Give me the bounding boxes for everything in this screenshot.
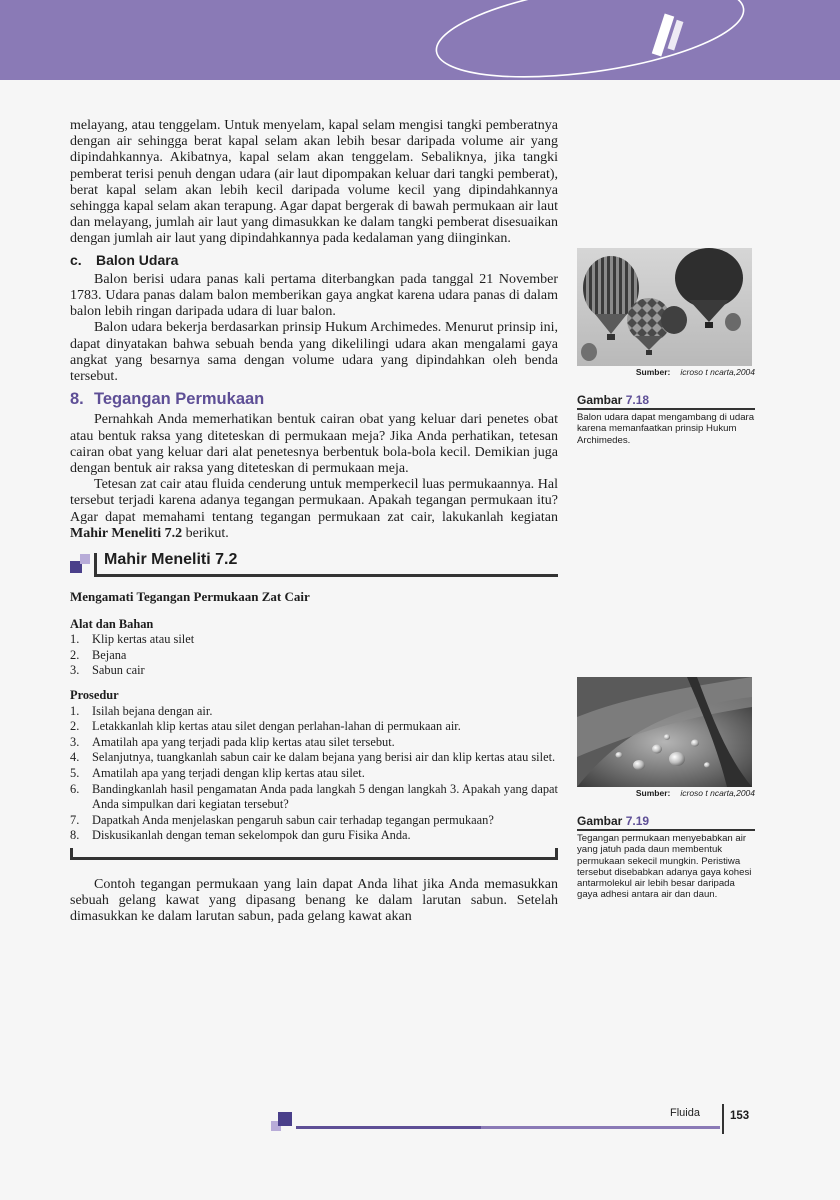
list-text: Diskusikanlah dengan teman sekelompok dan guru Fisika Anda. [92,828,411,843]
materials-label: Alat dan Bahan [70,616,154,631]
list-number: 1. [70,703,80,718]
box-bottom-line [70,857,558,860]
list-number: 7. [70,812,80,827]
list-item [70,719,558,735]
source-value: icroso t ncarta,2004 [680,367,755,377]
list-number: 2. [70,719,80,734]
source-label: Sumber: [635,367,671,377]
activity-reference: Mahir Meneliti 7.2 [70,525,183,541]
caption-number: 7.19 [625,814,650,828]
list-text: Dapatkah Anda menjelaskan pengaruh sabun cair terhadap tegangan permukaan? [92,812,494,827]
caption-heading [577,814,755,831]
box-corner-right [555,848,558,860]
surface-tension-paragraph-2 [70,477,558,542]
activity-box [70,589,558,860]
list-number: 8. [70,828,80,843]
caption-word: Gambar [577,393,623,407]
top-banner [0,0,840,80]
water-drops-on-leaf-image [577,677,752,787]
main-text-column [70,118,558,926]
materials-list [70,632,558,679]
hot-air-balloons-image [577,248,752,366]
activity-square-light-icon [80,554,90,564]
list-number: 4. [70,750,80,765]
list-text: Klip kertas atau silet [92,632,195,647]
list-text: Selanjutnya, tuangkanlah sabun cair ke dalam bejana yang berisi air dan klip kertas atau silet. [92,750,556,765]
subsection-letter: c. [70,251,82,268]
list-item [70,735,558,751]
list-item [70,663,558,679]
closing-paragraph: Contoh tegangan permukaan yang lain dapat Anda lihat jika Anda memasukkan sebuah gelang kawat yang dipasang benang ke dalam larutan sabun. Setelah dimasukkan ke dalam larutan sabun, pada gelang kawat akan [70,876,558,925]
list-number: 6. [70,781,80,796]
figure-source [636,367,755,377]
footer-square-icon [278,1112,292,1126]
section-number: 8. [70,390,84,409]
activity-title: Mengamati Tegangan Permukaan Zat Cair [70,589,310,605]
list-number: 3. [70,734,80,749]
chapter-name: Fluida [670,1107,700,1119]
activity-header [70,551,558,577]
caption-text: Balon udara dapat mengambang di udara karena memanfaatkan prinsip Hukum Archimedes. [577,412,755,446]
intro-paragraph: melayang, atau tenggelam. Untuk menyelam, kapal selam mengisi tangki pemberatnya dengan air sehingga berat kapal selam akan lebih besar daripada volume air yang dipindahkannya. Akibatnya, kapal selam akan tenggelam. Sebaliknya, jika tangki pemberat terisi penuh dengan udara (air laut dipompakan keluar dari tangki pemberat), berat kapal selam akan lebih kecil daripada volume kecil yang dipindahkannya sehingga kapal selam akan terapung. Agar dapat bergerak di bawah permukaan air laut dan melayang, jumlah air laut yang dimasukkan ke dalam tangki pemberat disesuaikan dengan jumlah air laut yang dipindahkannya pada kedalaman yang diinginkan. [70,118,558,247]
list-text: Letakkanlah klip kertas atau silet dengan perlahan-lahan di permukaan air. [92,719,461,734]
caption-number: 7.18 [625,393,650,407]
list-item [70,704,558,720]
list-text: Sabun cair [92,663,145,678]
page-number: 153 [730,1110,750,1122]
balloon-paragraph-1: Balon berisi udara panas kali pertama diterbangkan pada tanggal 21 November 1783. Udara panas dalam balon memberikan gaya angkat karena udara panas di dalam balon lebih ringan daripada udara di luar balon. [70,271,558,320]
leaf-photo [577,677,752,787]
balloon-photo [577,248,752,366]
list-item [70,632,558,648]
list-item [70,828,558,844]
list-text: Isilah bejana dengan air. [92,703,213,718]
list-text: Amatilah apa yang terjadi dengan klip kertas atau silet. [92,766,365,781]
list-number: 5. [70,766,80,781]
figure-caption [577,814,755,901]
subsection-heading [70,252,558,268]
source-label: Sumber: [635,788,671,798]
figure-source [636,788,755,798]
footer-separator [722,1104,724,1134]
caption-text: Tegangan permukaan menyebabkan air yang jatuh pada daun membentuk permukaan sekecil mungkin. Peristiwa tersebut disebabkan adanya gaya kohesi antarmolekul air lebih besar daripada gaya adhesi antara air dan daun. [577,833,752,901]
list-item [70,813,558,829]
list-number: 2. [70,647,80,662]
activity-box-bottom-rule [70,848,558,860]
procedure-label: Prosedur [70,688,119,703]
section-title: Tegangan Permukaan [94,390,265,409]
activity-header-bar [94,553,97,575]
figure-7-19 [577,677,755,942]
list-number: 1. [70,632,80,647]
list-text: Amatilah apa yang terjadi pada klip kertas atau silet tersebut. [92,734,395,749]
activity-header-title: Mahir Meneliti 7.2 [104,551,238,569]
caption-heading [577,393,755,410]
list-item [70,782,558,813]
list-text: Bejana [92,647,127,662]
list-item [70,766,558,782]
list-item [70,648,558,664]
list-text: Bandingkanlah hasil pengamatan Anda pada langkah 5 dengan langkah 3. Apakah yang dapat Anda simpulkan dari kegiatan tersebut? [92,781,558,812]
list-item [70,750,558,766]
procedure-list [70,704,558,844]
paragraph-text-end: berikut. [182,525,229,541]
surface-tension-paragraph-1: Pernahkah Anda memerhatikan bentuk cairan obat yang keluar dari penetes obat atau bentuk raksa yang diteteskan di permukaan meja? Jika Anda perhatikan, tetesan cairan obat yang keluar dari alat penetesnya berbentuk bola-bola kecil. Demikian juga dengan bentuk air raksa yang diteteskan di permukaan meja. [70,412,558,477]
figure-7-18 [577,248,755,458]
page-footer [0,1106,840,1146]
balloon-paragraph-2: Balon udara bekerja berdasarkan prinsip Hukum Archimedes. Menurut prinsip ini, dapat dinyatakan bahwa sebuah benda yang dikelilingi udara akan mengalami gaya angkat yang besarnya sama dengan volume udara yang dipindahkan oleh benda tersebut. [70,320,558,385]
banner-swoosh-graphic [0,0,840,80]
subsection-title: Balon Udara [96,251,179,268]
activity-header-rule [94,574,558,577]
caption-word: Gambar [577,814,623,828]
footer-rule-accent [296,1126,481,1129]
figure-caption [577,393,755,446]
list-number: 3. [70,663,80,678]
paragraph-text: Tetesan zat cair atau fluida cenderung untuk memperkecil luas permukaannya. Hal tersebut terjadi karena adanya tegangan permukaan. Apakah tegangan permukaan itu? Agar dapat memahami tentang tegangan permukaan zat cair, lakukanlah kegiatan [70,477,558,525]
section-heading [70,391,558,407]
source-value: icroso t ncarta,2004 [680,788,755,798]
